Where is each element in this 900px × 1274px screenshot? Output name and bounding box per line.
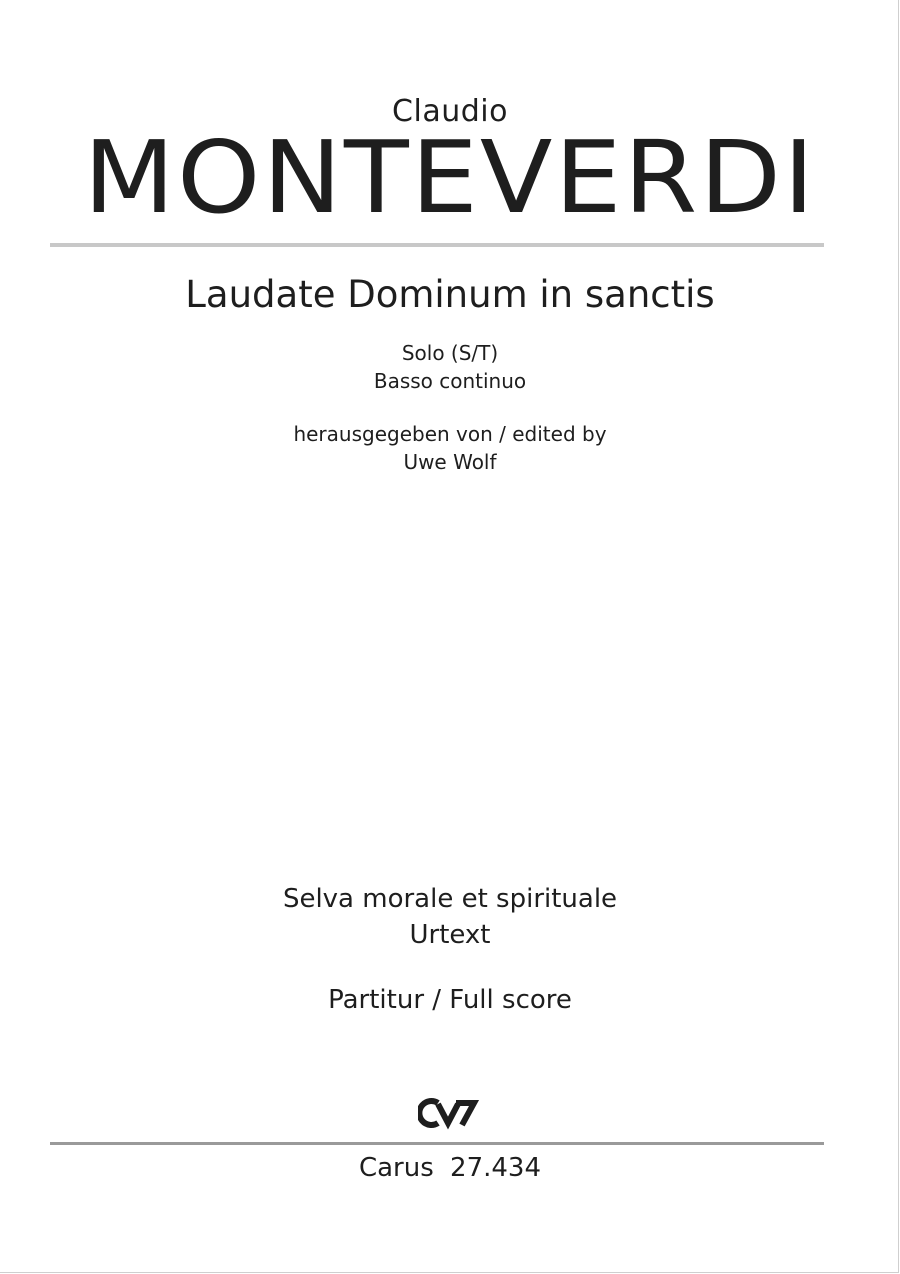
editor-name: Uwe Wolf — [403, 450, 497, 474]
edition-type: Urtext — [409, 920, 491, 950]
collection-name: Selva morale et spirituale — [282, 884, 618, 914]
carus-logo-icon — [418, 1095, 480, 1131]
catalog-number: Carus 27.434 — [358, 1153, 542, 1183]
score-type: Partitur / Full score — [328, 985, 572, 1015]
composer-surname: MONTEVERDI — [83, 119, 817, 236]
top-divider — [50, 243, 824, 247]
work-title: Laudate Dominum in sanctis — [185, 273, 715, 316]
composer-first-name: Claudio — [392, 94, 508, 129]
edited-by-label: herausgegeben von / edited by — [293, 422, 607, 446]
bottom-divider — [50, 1142, 824, 1145]
scoring-continuo: Basso continuo — [373, 369, 527, 393]
scoring-solo: Solo (S/T) — [401, 341, 499, 365]
